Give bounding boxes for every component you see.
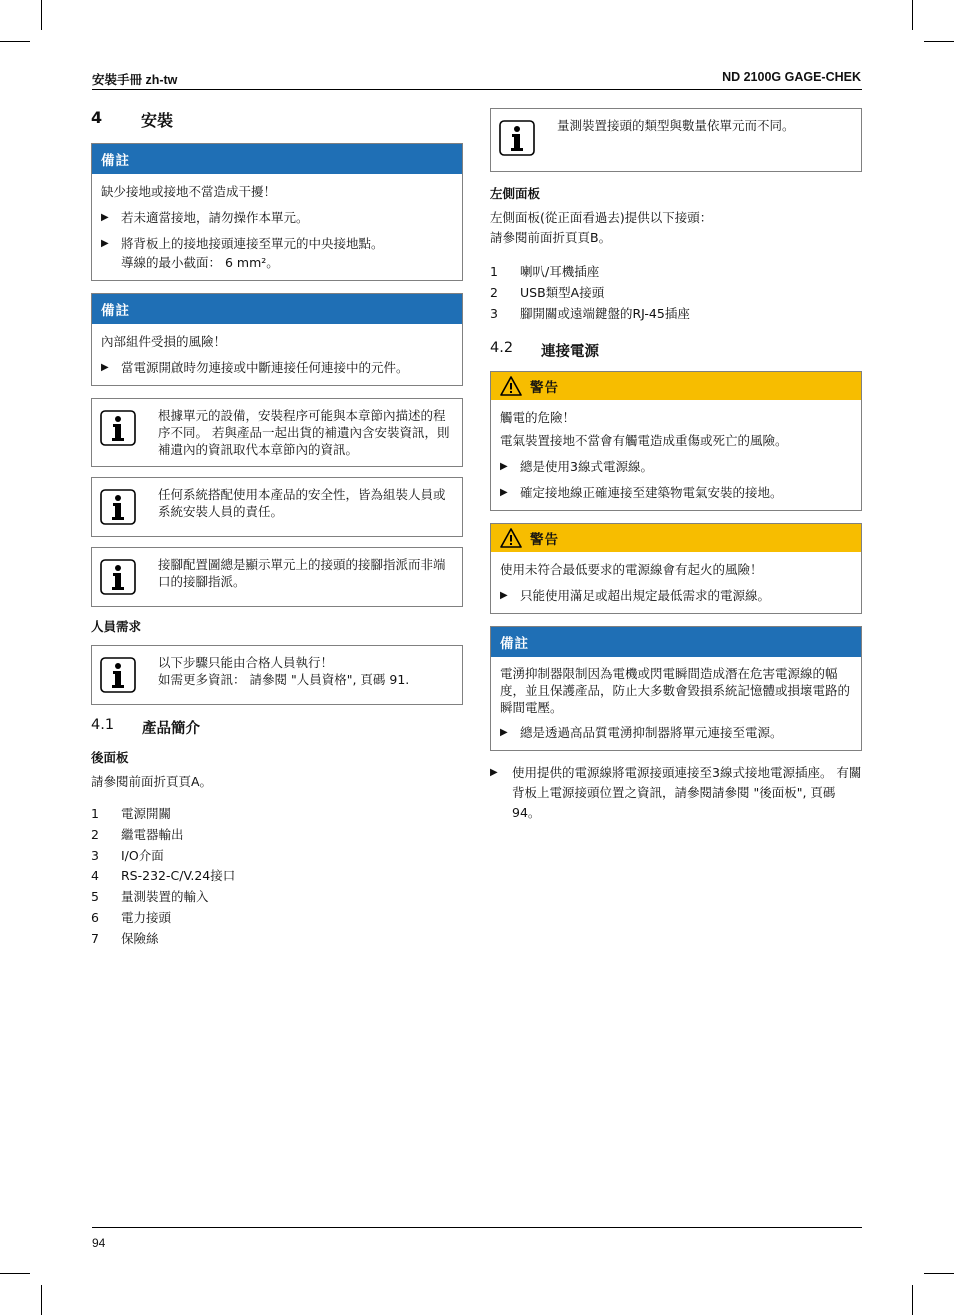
info-text: 根據單元的設備，安裝程序可能與本章節內描述的程序不同。 若與產品一起出貨的補遺內含安裝資訊，則補遺內的資訊取代本章節內的資訊。 [158, 408, 450, 457]
bullet-text: 若未適當接地，請勿操作本單元。 [121, 210, 309, 225]
item-text: I/O介面 [121, 847, 164, 863]
crop-mark [912, 0, 913, 30]
bullet-item [500, 586, 852, 605]
list-item [490, 262, 862, 283]
warning-triangle-icon [500, 528, 522, 548]
bullet-text: 只能使用滿足或超出規定最低需求的電源線。 [520, 588, 771, 604]
bullet-text: 導線的最小截面： 6 mm²。 [121, 255, 279, 270]
list-item [91, 804, 463, 825]
note-box-grounding [91, 143, 463, 281]
header-manual-title: 安裝手冊 zh-tw [92, 73, 178, 87]
crop-mark [924, 41, 954, 42]
bullet-item [500, 483, 852, 502]
item-number: 1 [490, 264, 498, 279]
item-text: 保險絲 [121, 930, 159, 946]
info-link-text[interactable]: 如需更多資訊： 請參閱 "人員資格", 頁碼 91. [158, 672, 410, 687]
note-body [491, 657, 861, 750]
item-text: 腳開關或遠端鍵盤的RJ-45插座 [520, 305, 690, 321]
note-title: 備註 [92, 294, 462, 324]
note-body [92, 174, 462, 280]
bullet-item [500, 723, 852, 742]
note-text: 缺少接地或接地不當造成干擾！ [101, 184, 277, 199]
warning-text: 電氣裝置接地不當會有觸電造成重傷或死亡的風險。 [500, 433, 788, 449]
rear-panel-heading: 後面板 [91, 750, 129, 765]
item-text: RS-232-C/V.24接口 [121, 868, 236, 884]
side-panel-text: 請參閱前面折頁頁B。 [490, 230, 612, 245]
info-icon [100, 486, 140, 528]
info-icon [100, 654, 140, 696]
list-item [490, 283, 862, 304]
chapter-heading [91, 108, 463, 131]
note-title: 備註 [491, 627, 861, 657]
rear-panel-list [91, 804, 463, 950]
item-text: 繼電器輸出 [121, 826, 184, 842]
page-number: 94 [92, 1236, 106, 1250]
crop-mark [0, 1273, 30, 1274]
list-item [91, 846, 463, 867]
footer-rule [92, 1227, 862, 1228]
item-number: 6 [91, 909, 99, 925]
warning-title-bar [491, 524, 861, 552]
section-number: 4.1 [91, 717, 115, 733]
warning-text: 使用未符合最低要求的電源線會有起火的風險！ [500, 562, 763, 578]
item-number: 3 [91, 847, 99, 863]
info-icon [499, 117, 539, 159]
bullet-text: 當電源開啟時勿連接或中斷連接任何連接中的元件。 [121, 360, 409, 375]
note-title: 備註 [92, 144, 462, 174]
arrow-bullet-icon: ▶ [500, 487, 508, 499]
header-rule [92, 89, 862, 90]
item-text: 喇叭/耳機插座 [520, 264, 600, 279]
list-item [91, 887, 463, 908]
arrow-bullet-icon: ▶ [500, 461, 508, 473]
info-box [91, 477, 463, 537]
section-heading [91, 717, 463, 738]
bullet-text: 總是使用3線式電源線。 [520, 459, 653, 475]
item-number: 1 [91, 806, 99, 821]
note-body [92, 324, 462, 385]
item-number: 7 [91, 930, 99, 946]
personnel-heading: 人員需求 [91, 619, 142, 634]
crop-mark [0, 41, 30, 42]
crop-mark [41, 1285, 42, 1315]
note-box-surge [490, 626, 862, 751]
side-panel-list [490, 262, 862, 324]
list-item [91, 825, 463, 846]
bullet-item [101, 234, 453, 272]
arrow-bullet-icon: ▶ [500, 727, 508, 739]
instruction-text: 使用提供的電源線將電源接頭連接至3線式接地電源插座。 有關背板上電源接頭位置之資訊，請參閱請參閱 "後面板", 頁碼 94。 [512, 765, 862, 821]
crop-mark [912, 1285, 913, 1315]
info-text-group [140, 654, 409, 696]
chapter-title: 安裝 [141, 111, 174, 130]
item-text: 量測裝置的輸入 [121, 889, 209, 905]
section-title: 連接電源 [541, 344, 599, 361]
instruction-item [490, 763, 862, 823]
info-box [490, 108, 862, 172]
side-panel-heading: 左側面板 [490, 186, 541, 201]
list-item [490, 304, 862, 325]
warning-body [491, 552, 861, 613]
warning-title: 警告 [530, 380, 559, 397]
list-item [91, 866, 463, 887]
info-box [91, 547, 463, 607]
arrow-bullet-icon: ▶ [500, 590, 508, 602]
item-number: 2 [91, 826, 99, 842]
item-number: 4 [91, 868, 99, 884]
arrow-bullet-icon: ▶ [101, 212, 109, 223]
warning-title: 警告 [530, 532, 559, 549]
left-column [91, 108, 463, 950]
header-product-name: ND 2100G GAGE-CHEK [722, 70, 861, 84]
info-icon [100, 556, 140, 598]
arrow-bullet-icon: ▶ [101, 362, 109, 373]
list-item [91, 929, 463, 950]
warning-title-bar [491, 372, 861, 400]
bullet-item [500, 457, 852, 476]
section-number: 4.2 [490, 340, 514, 357]
warning-box-shock [490, 371, 862, 511]
crop-mark [924, 1273, 954, 1274]
warning-text: 觸電的危險！ [500, 410, 576, 426]
note-text: 內部組件受損的風險！ [101, 334, 227, 349]
bullet-text: 總是透過高品質電湧抑制器將單元連接至電源。 [520, 725, 783, 741]
bullet-text: 確定接地線正確連接至建築物電氣安裝的接地。 [520, 485, 783, 501]
info-text: 任何系統搭配使用本產品的安全性，皆為組裝人員或系統安裝人員的責任。 [158, 487, 446, 519]
info-text: 以下步驟只能由合格人員執行！ [158, 655, 334, 670]
note-text: 電湧抑制器限制因為電機或閃電瞬間造成潛在危害電源線的幅度，並且保護產品，防止大多數會毀損系統記憶體或損壞電路的瞬間電壓。 [500, 666, 851, 716]
warning-body [491, 400, 861, 510]
arrow-bullet-icon: ▶ [101, 238, 109, 249]
info-box [91, 398, 463, 467]
arrow-bullet-icon: ▶ [490, 767, 498, 779]
info-box [91, 645, 463, 705]
item-text: USB類型A接頭 [520, 284, 605, 300]
info-text: 接腳配置圖總是顯示單元上的接頭的接腳指派而非端口的接腳指派。 [158, 557, 446, 589]
list-item [91, 908, 463, 929]
item-text: 電源開關 [121, 806, 172, 821]
item-number: 2 [490, 284, 498, 300]
rear-panel-text: 請參閱前面折頁頁A。 [91, 774, 213, 789]
bullet-item [101, 358, 453, 377]
right-column [490, 108, 862, 823]
warning-box-fire [490, 523, 862, 614]
note-box-components [91, 293, 463, 386]
item-number: 5 [91, 889, 99, 905]
section-title: 產品簡介 [142, 721, 200, 737]
section-heading [490, 340, 862, 361]
item-text: 電力接頭 [121, 909, 172, 925]
info-text: 量測裝置接頭的類型與數量依單元而不同。 [557, 118, 795, 133]
bullet-item [101, 208, 453, 227]
item-number: 3 [490, 305, 498, 321]
side-panel-text: 左側面板(從正面看過去)提供以下接頭： [490, 210, 713, 225]
bullet-text-group [121, 234, 384, 272]
info-icon [100, 407, 140, 458]
warning-triangle-icon [500, 376, 522, 396]
chapter-number: 4 [91, 108, 103, 127]
crop-mark [41, 0, 42, 30]
bullet-text: 將背板上的接地接頭連接至單元的中央接地點。 [121, 236, 384, 251]
